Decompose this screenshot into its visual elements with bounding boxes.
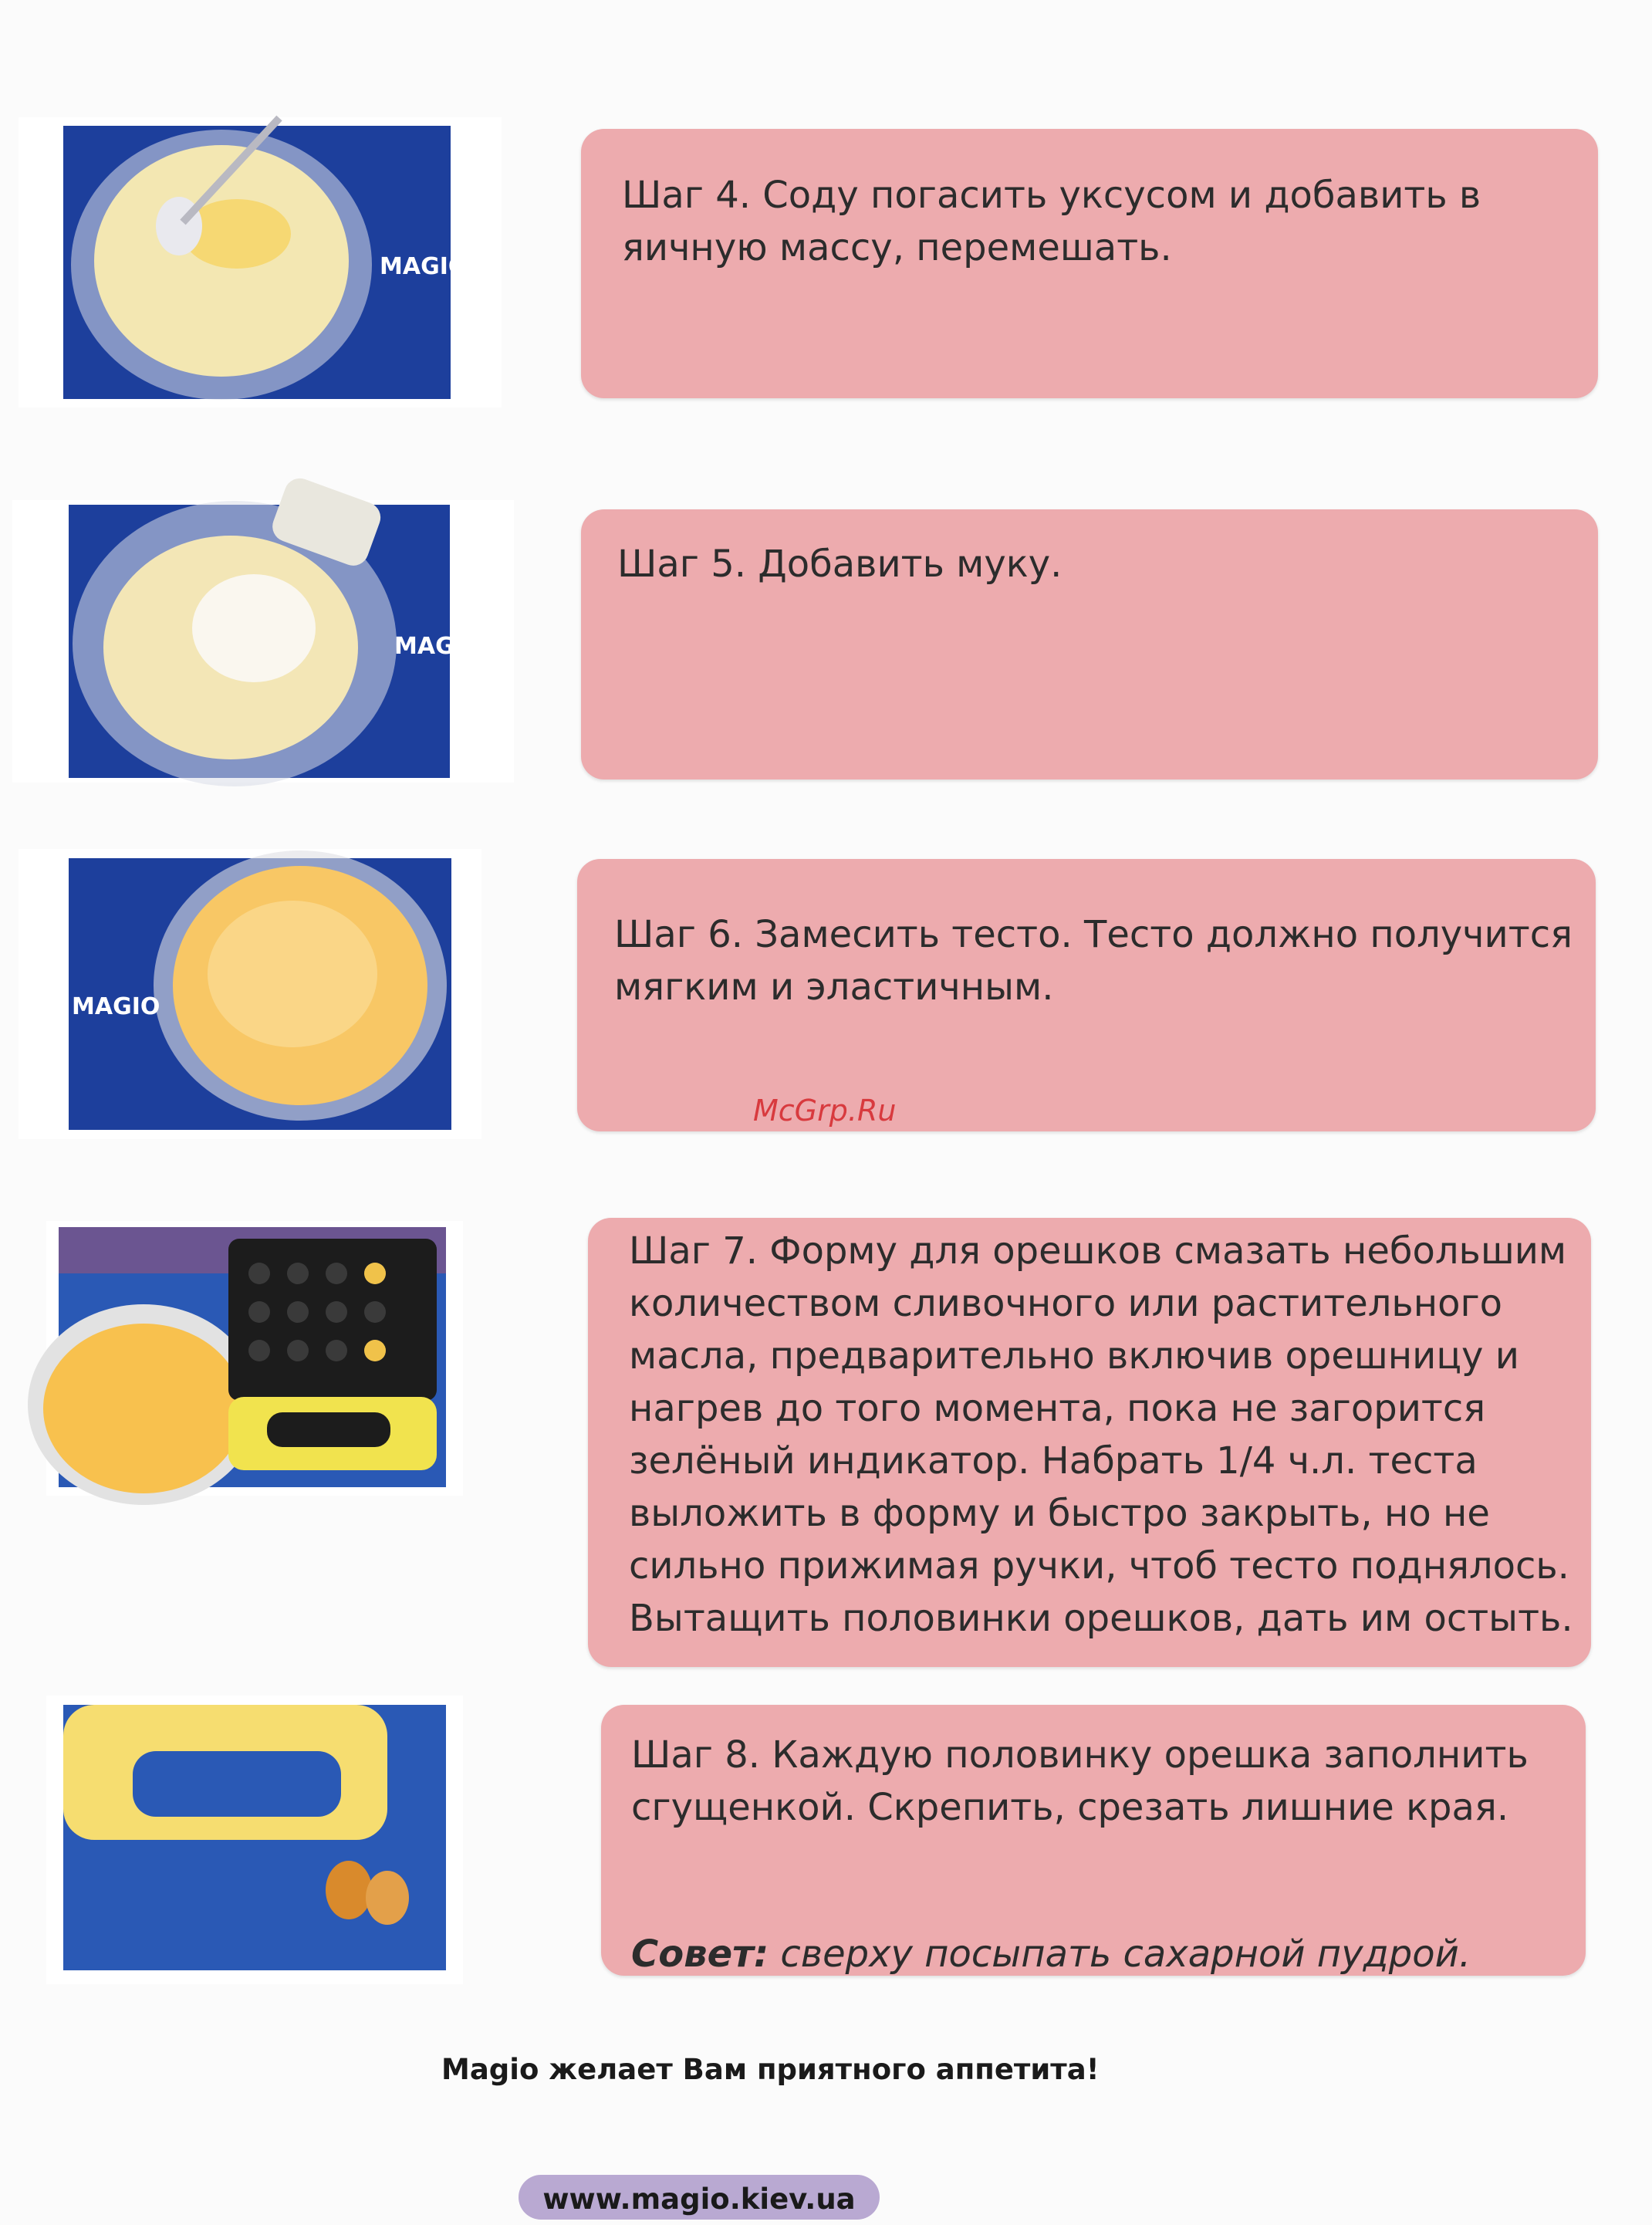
photo-step-6 (69, 858, 451, 1130)
step-4-text: Шаг 4. Соду погасить уксусом и добавить в яичную массу, перемешать. (622, 174, 1481, 269)
step-8-tip (631, 1875, 1471, 1980)
bowl-image (63, 126, 468, 399)
watermark: McGrp.Ru (753, 1094, 897, 1128)
closing-message: Magio желает Вам приятного аппетита! (441, 2053, 1100, 2086)
step-5-text: Шаг 5. Добавить муку. (617, 543, 1062, 586)
dough-bowl-image (69, 858, 451, 1130)
nut-maker-image (59, 1227, 446, 1487)
website-link[interactable]: www.magio.kiev.ua (542, 2183, 856, 2216)
photo-step-7 (59, 1227, 446, 1487)
tip-label: Совет: (631, 1933, 769, 1976)
svg-text:MAGIO: MAGIO (72, 993, 160, 1020)
photo-step-4 (63, 126, 468, 399)
flour-bowl-image (69, 505, 483, 778)
svg-text:MAGIO: MAGIO (394, 633, 483, 660)
svg-text:MAGIO: MAGIO (380, 253, 468, 280)
photo-step-8 (63, 1705, 446, 1970)
photo-step-5 (69, 505, 483, 778)
step-7-text: Шаг 7. Форму для орешков смазать небольшим количеством сливочного или растительного масла, предварительно включив орешницу и нагрев до того момента, пока не загорится зелёный индикатор. Набрать 1/4 ч.л. теста выложить в форму и быстро закрыть, но не сильно прижимая ручки, чтоб тесто поднялось. Вытащить половинки орешков, дать им остыть. (629, 1229, 1573, 1640)
tip-text: сверху посыпать сахарной пудрой. (769, 1933, 1471, 1976)
step-8-text: Шаг 8. Каждую половинку орешка заполнить сгущенкой. Скрепить, срезать лишние края. (631, 1733, 1529, 1829)
nut-halves-image (63, 1705, 446, 1970)
step-6-text: Шаг 6. Замесить тесто. Тесто должно получится мягким и эластичным. (614, 913, 1573, 1009)
website-badge[interactable] (519, 2175, 880, 2220)
